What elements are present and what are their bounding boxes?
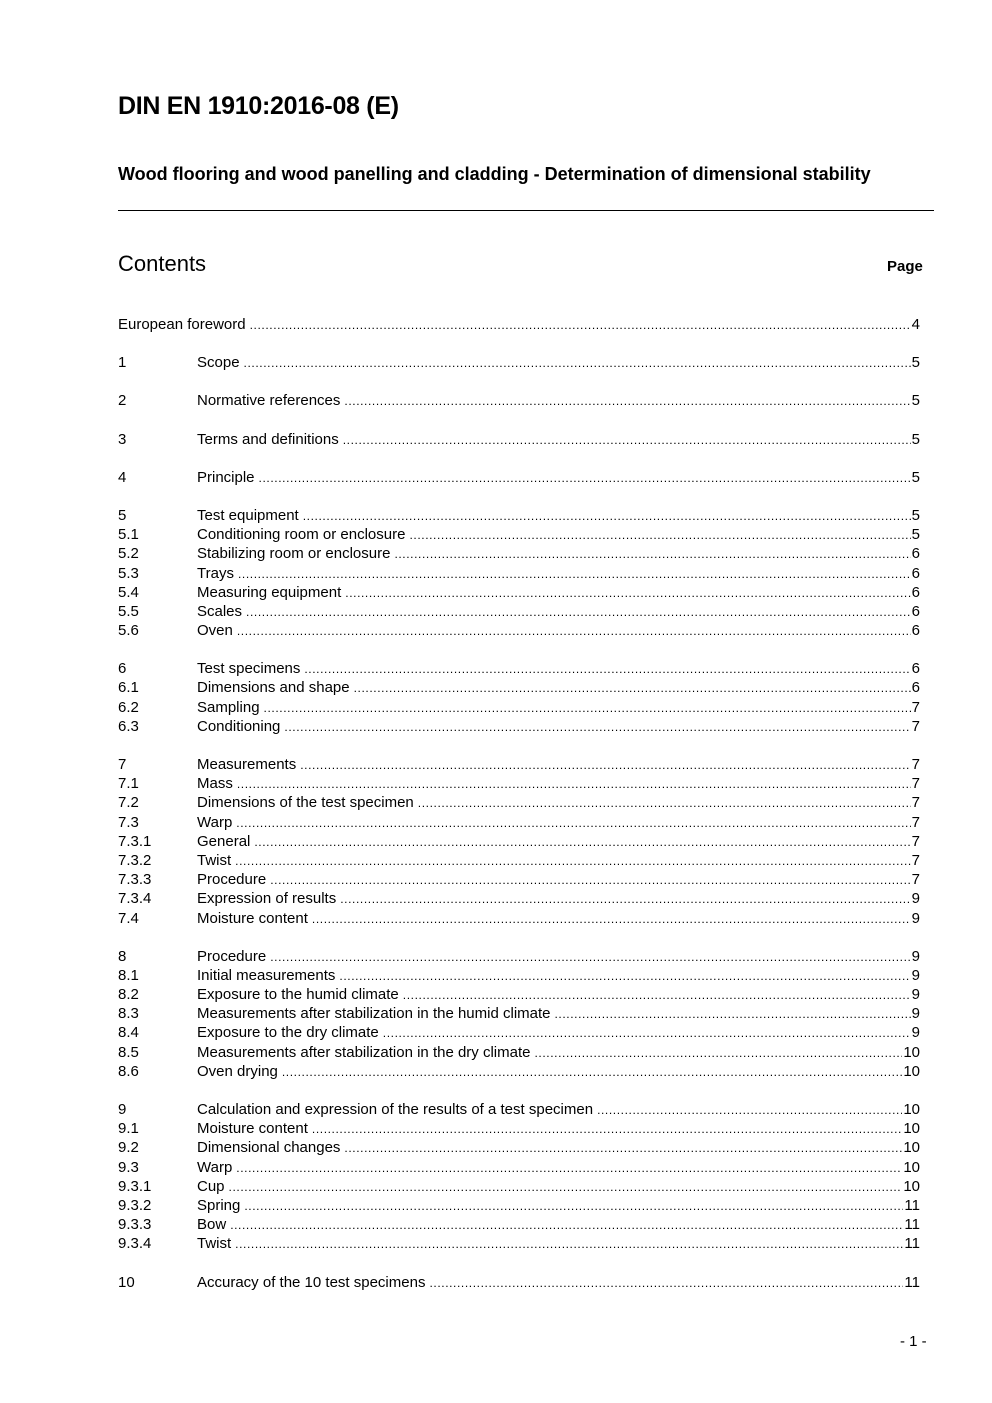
toc-dot-leader bbox=[344, 392, 910, 411]
toc-dot-leader bbox=[230, 1216, 903, 1235]
toc-page-number: 7 bbox=[911, 832, 920, 850]
toc-section-title: Warp bbox=[197, 1158, 233, 1176]
toc-page-number: 10 bbox=[903, 1120, 920, 1138]
toc-section-number: 7.4 bbox=[118, 909, 139, 927]
toc-page-number: 5 bbox=[911, 392, 920, 410]
toc-section-title: Test specimens bbox=[197, 660, 301, 678]
toc-dot-leader bbox=[246, 603, 911, 622]
toc-section-number: 6.2 bbox=[118, 698, 139, 716]
toc-section-number: 5.1 bbox=[118, 526, 139, 544]
toc-section-title: Expression of results bbox=[197, 890, 337, 908]
table-of-contents bbox=[118, 315, 920, 1292]
toc-dot-leader bbox=[237, 775, 911, 794]
toc-dot-leader bbox=[339, 967, 910, 986]
toc-entry[interactable] bbox=[118, 1273, 920, 1292]
toc-entry[interactable] bbox=[118, 1138, 920, 1157]
toc-page-number: 11 bbox=[904, 1216, 920, 1234]
toc-section-number: 8.6 bbox=[118, 1062, 139, 1080]
toc-entry[interactable] bbox=[118, 889, 920, 908]
toc-dot-leader bbox=[304, 660, 910, 679]
toc-section-number: 5 bbox=[118, 506, 127, 524]
toc-section-title: Dimensions of the test specimen bbox=[197, 794, 414, 812]
toc-page-number: 6 bbox=[911, 622, 920, 640]
toc-entry[interactable] bbox=[118, 793, 920, 812]
toc-page-number: 7 bbox=[911, 698, 920, 716]
toc-page-number: 5 bbox=[911, 468, 920, 486]
toc-entry[interactable] bbox=[118, 1196, 920, 1215]
toc-section-number: 7.3.3 bbox=[118, 871, 152, 889]
toc-page-number: 10 bbox=[903, 1101, 920, 1118]
toc-page-number: 9 bbox=[911, 1024, 920, 1042]
toc-dot-leader bbox=[343, 431, 911, 450]
toc-page-number: 7 bbox=[911, 813, 920, 831]
toc-entry[interactable] bbox=[118, 1177, 920, 1196]
toc-section-title: General bbox=[197, 832, 251, 850]
toc-dot-leader bbox=[303, 507, 911, 526]
toc-page-number: 10 bbox=[903, 1062, 920, 1080]
toc-entry[interactable] bbox=[118, 525, 920, 544]
toc-section-number: 5.2 bbox=[118, 545, 139, 563]
toc-section-title: Terms and definitions bbox=[197, 430, 339, 448]
toc-section-title: Warp bbox=[197, 813, 233, 831]
toc-entry[interactable] bbox=[118, 583, 920, 602]
toc-dot-leader bbox=[409, 526, 910, 545]
toc-dot-leader bbox=[312, 1120, 902, 1139]
toc-section-number: 5.4 bbox=[118, 583, 139, 601]
toc-section-title: Accuracy of the 10 test specimens bbox=[197, 1273, 426, 1291]
toc-entry[interactable] bbox=[118, 909, 920, 928]
toc-page-number: 5 bbox=[911, 354, 920, 372]
toc-section-number: 9.3.1 bbox=[118, 1177, 152, 1195]
toc-section-title: Sampling bbox=[197, 698, 260, 716]
toc-dot-leader bbox=[284, 718, 910, 737]
toc-dot-leader bbox=[229, 1178, 903, 1197]
toc-entry[interactable] bbox=[118, 544, 920, 563]
toc-dot-leader bbox=[394, 545, 910, 564]
toc-section-title: Conditioning bbox=[197, 717, 281, 735]
toc-entry[interactable] bbox=[118, 1234, 920, 1253]
toc-dot-leader bbox=[254, 833, 910, 852]
title-divider bbox=[118, 210, 934, 211]
toc-dot-leader bbox=[236, 1159, 902, 1178]
toc-section-number: 9.3.4 bbox=[118, 1235, 152, 1253]
toc-section-title: Twist bbox=[197, 851, 232, 869]
toc-page-number: 5 bbox=[911, 430, 920, 448]
toc-section-number: 6 bbox=[118, 660, 127, 678]
toc-section-number: 9.3 bbox=[118, 1158, 139, 1176]
toc-section-number: 5.3 bbox=[118, 564, 139, 582]
toc-page-number: 11 bbox=[904, 1235, 920, 1253]
toc-section-title: Dimensions and shape bbox=[197, 679, 350, 697]
toc-entry[interactable] bbox=[118, 985, 920, 1004]
toc-page-number: 5 bbox=[911, 506, 920, 524]
toc-dot-leader bbox=[244, 354, 911, 373]
toc-dot-leader bbox=[300, 756, 910, 775]
toc-section-title: Measurements bbox=[197, 756, 297, 773]
toc-section-number: 8.5 bbox=[118, 1043, 139, 1061]
toc-page-number: 7 bbox=[911, 794, 920, 812]
toc-entry[interactable] bbox=[118, 1004, 920, 1023]
toc-entry[interactable] bbox=[118, 315, 920, 334]
toc-section-title: Mass bbox=[197, 775, 233, 793]
toc-section-number: 8.3 bbox=[118, 1005, 139, 1023]
toc-dot-leader bbox=[429, 1274, 903, 1293]
toc-section-title: Stabilizing room or enclosure bbox=[197, 545, 391, 563]
toc-section-title: Oven drying bbox=[197, 1062, 278, 1080]
toc-page-number: 11 bbox=[904, 1196, 920, 1214]
toc-entry[interactable] bbox=[118, 870, 920, 889]
toc-section-title: Initial measurements bbox=[197, 966, 336, 984]
document-id: DIN EN 1910:2016-08 (E) bbox=[118, 92, 399, 120]
toc-dot-leader bbox=[344, 1139, 902, 1158]
toc-entry[interactable] bbox=[118, 391, 920, 410]
toc-page-number: 7 bbox=[911, 717, 920, 735]
toc-page-number: 6 bbox=[911, 545, 920, 563]
toc-entry[interactable] bbox=[118, 353, 920, 372]
toc-dot-leader bbox=[244, 1197, 903, 1216]
toc-section-number: 9.2 bbox=[118, 1139, 139, 1157]
toc-section-number: 4 bbox=[118, 468, 127, 486]
document-title: Wood flooring and wood panelling and cladding - Determination of dimensional stability bbox=[118, 164, 871, 184]
toc-dot-leader bbox=[403, 986, 911, 1005]
toc-section-title: Calculation and expression of the results of a test specimen bbox=[197, 1101, 594, 1118]
toc-dot-leader bbox=[345, 584, 910, 603]
toc-page-number: 10 bbox=[903, 1043, 920, 1061]
toc-dot-leader bbox=[340, 890, 910, 909]
toc-dot-leader bbox=[236, 814, 910, 833]
toc-section-number: 7.2 bbox=[118, 794, 139, 812]
toc-page-number: 10 bbox=[903, 1158, 920, 1176]
toc-section-number: 5.6 bbox=[118, 622, 139, 640]
toc-dot-leader bbox=[282, 1063, 902, 1082]
toc-dot-leader bbox=[264, 699, 911, 718]
toc-section-number: 8 bbox=[118, 947, 127, 965]
toc-dot-leader bbox=[270, 871, 910, 890]
toc-section-title: Exposure to the dry climate bbox=[197, 1024, 379, 1042]
toc-section-title: Procedure bbox=[197, 871, 267, 889]
toc-section-title: Test equipment bbox=[197, 506, 299, 524]
toc-entry[interactable] bbox=[118, 698, 920, 717]
toc-section-title: Scales bbox=[197, 602, 243, 620]
toc-section-title: Dimensional changes bbox=[197, 1139, 341, 1157]
toc-dot-leader bbox=[238, 565, 911, 584]
toc-section-number: 8.1 bbox=[118, 966, 139, 984]
toc-section-number: 9 bbox=[118, 1101, 127, 1118]
page-column-label: Page bbox=[887, 258, 923, 275]
toc-section-number: 7.3 bbox=[118, 813, 139, 831]
toc-entry[interactable] bbox=[118, 430, 920, 449]
toc-page-number: 10 bbox=[903, 1177, 920, 1195]
toc-section-number: 7.3.1 bbox=[118, 832, 152, 850]
toc-dot-leader bbox=[354, 679, 911, 698]
toc-page-number: 7 bbox=[911, 871, 920, 889]
toc-entry[interactable] bbox=[118, 774, 920, 793]
toc-section-title: European foreword bbox=[118, 316, 246, 333]
toc-section-title: Principle bbox=[197, 468, 255, 486]
toc-page-number: 10 bbox=[903, 1139, 920, 1157]
toc-section-title: Moisture content bbox=[197, 1120, 308, 1138]
toc-dot-leader bbox=[418, 794, 911, 813]
toc-section-title: Oven bbox=[197, 622, 233, 640]
toc-section-number: 8.4 bbox=[118, 1024, 139, 1042]
toc-section-number: 7 bbox=[118, 756, 127, 773]
toc-dot-leader bbox=[259, 469, 911, 488]
contents-heading: Contents bbox=[118, 251, 207, 276]
toc-page-number: 6 bbox=[911, 564, 920, 582]
toc-section-number: 6.3 bbox=[118, 717, 139, 735]
toc-entry[interactable] bbox=[118, 1100, 920, 1119]
toc-entry[interactable] bbox=[118, 1043, 920, 1062]
toc-section-number: 9.3.2 bbox=[118, 1196, 152, 1214]
toc-section-title: Measuring equipment bbox=[197, 583, 342, 601]
toc-dot-leader bbox=[235, 1235, 903, 1254]
toc-page-number: 9 bbox=[911, 966, 920, 984]
toc-section-title: Exposure to the humid climate bbox=[197, 986, 399, 1004]
toc-entry[interactable] bbox=[118, 602, 920, 621]
toc-entry[interactable] bbox=[118, 1215, 920, 1234]
toc-dot-leader bbox=[250, 316, 911, 335]
toc-dot-leader bbox=[237, 622, 911, 641]
toc-section-number: 1 bbox=[118, 354, 127, 372]
toc-section-number: 10 bbox=[118, 1273, 135, 1291]
toc-section-title: Bow bbox=[197, 1216, 227, 1234]
toc-entry[interactable] bbox=[118, 755, 920, 774]
toc-dot-leader bbox=[555, 1005, 911, 1024]
toc-entry[interactable] bbox=[118, 621, 920, 640]
toc-page-number: 6 bbox=[911, 583, 920, 601]
toc-entry[interactable] bbox=[118, 947, 920, 966]
toc-entry[interactable] bbox=[118, 678, 920, 697]
toc-page-number: 7 bbox=[911, 775, 920, 793]
toc-page-number: 11 bbox=[904, 1273, 920, 1291]
toc-section-number: 8.2 bbox=[118, 986, 139, 1004]
toc-page-number: 6 bbox=[911, 679, 920, 697]
toc-page-number: 9 bbox=[911, 909, 920, 927]
toc-entry[interactable] bbox=[118, 1158, 920, 1177]
toc-page-number: 5 bbox=[911, 526, 920, 544]
toc-page-number: 6 bbox=[911, 660, 920, 678]
toc-page-number: 7 bbox=[911, 851, 920, 869]
toc-section-title: Scope bbox=[197, 354, 240, 372]
toc-entry[interactable] bbox=[118, 468, 920, 487]
toc-entry[interactable] bbox=[118, 564, 920, 583]
toc-page-number: 4 bbox=[911, 316, 920, 333]
toc-section-number: 7.1 bbox=[118, 775, 139, 793]
toc-entry[interactable] bbox=[118, 851, 920, 870]
toc-page-number: 6 bbox=[911, 602, 920, 620]
toc-section-number: 5.5 bbox=[118, 602, 139, 620]
toc-dot-leader bbox=[534, 1044, 902, 1063]
toc-section-title: Twist bbox=[197, 1235, 232, 1253]
toc-page-number: 9 bbox=[911, 890, 920, 908]
toc-page-number: 9 bbox=[911, 986, 920, 1004]
toc-entry[interactable] bbox=[118, 659, 920, 678]
toc-entry[interactable] bbox=[118, 1062, 920, 1081]
toc-entry[interactable] bbox=[118, 1023, 920, 1042]
toc-section-title: Trays bbox=[197, 564, 234, 582]
toc-section-number: 3 bbox=[118, 430, 127, 448]
toc-section-title: Cup bbox=[197, 1177, 225, 1195]
toc-entry[interactable] bbox=[118, 1119, 920, 1138]
toc-section-number: 6.1 bbox=[118, 679, 139, 697]
toc-dot-leader bbox=[312, 910, 911, 929]
toc-dot-leader bbox=[597, 1101, 902, 1120]
toc-section-number: 7.3.4 bbox=[118, 890, 152, 908]
toc-section-number: 2 bbox=[118, 392, 127, 410]
toc-section-title: Moisture content bbox=[197, 909, 308, 927]
toc-entry[interactable] bbox=[118, 506, 920, 525]
toc-section-title: Conditioning room or enclosure bbox=[197, 526, 406, 544]
toc-section-title: Measurements after stabilization in the humid climate bbox=[197, 1005, 551, 1023]
toc-section-number: 9.1 bbox=[118, 1120, 139, 1138]
toc-dot-leader bbox=[383, 1024, 911, 1043]
toc-page-number: 9 bbox=[911, 1005, 920, 1023]
toc-section-title: Spring bbox=[197, 1196, 241, 1214]
toc-entry[interactable] bbox=[118, 832, 920, 851]
toc-section-title: Procedure bbox=[197, 947, 267, 965]
toc-dot-leader bbox=[270, 948, 910, 967]
toc-dot-leader bbox=[235, 852, 910, 871]
toc-page-number: 7 bbox=[911, 756, 920, 773]
page-number: - 1 - bbox=[900, 1333, 927, 1350]
toc-page-number: 9 bbox=[911, 947, 920, 965]
toc-entry[interactable] bbox=[118, 717, 920, 736]
toc-section-title: Normative references bbox=[197, 392, 341, 410]
toc-entry[interactable] bbox=[118, 966, 920, 985]
toc-section-title: Measurements after stabilization in the dry climate bbox=[197, 1043, 531, 1061]
toc-section-number: 7.3.2 bbox=[118, 851, 152, 869]
toc-entry[interactable] bbox=[118, 813, 920, 832]
toc-section-number: 9.3.3 bbox=[118, 1216, 152, 1234]
